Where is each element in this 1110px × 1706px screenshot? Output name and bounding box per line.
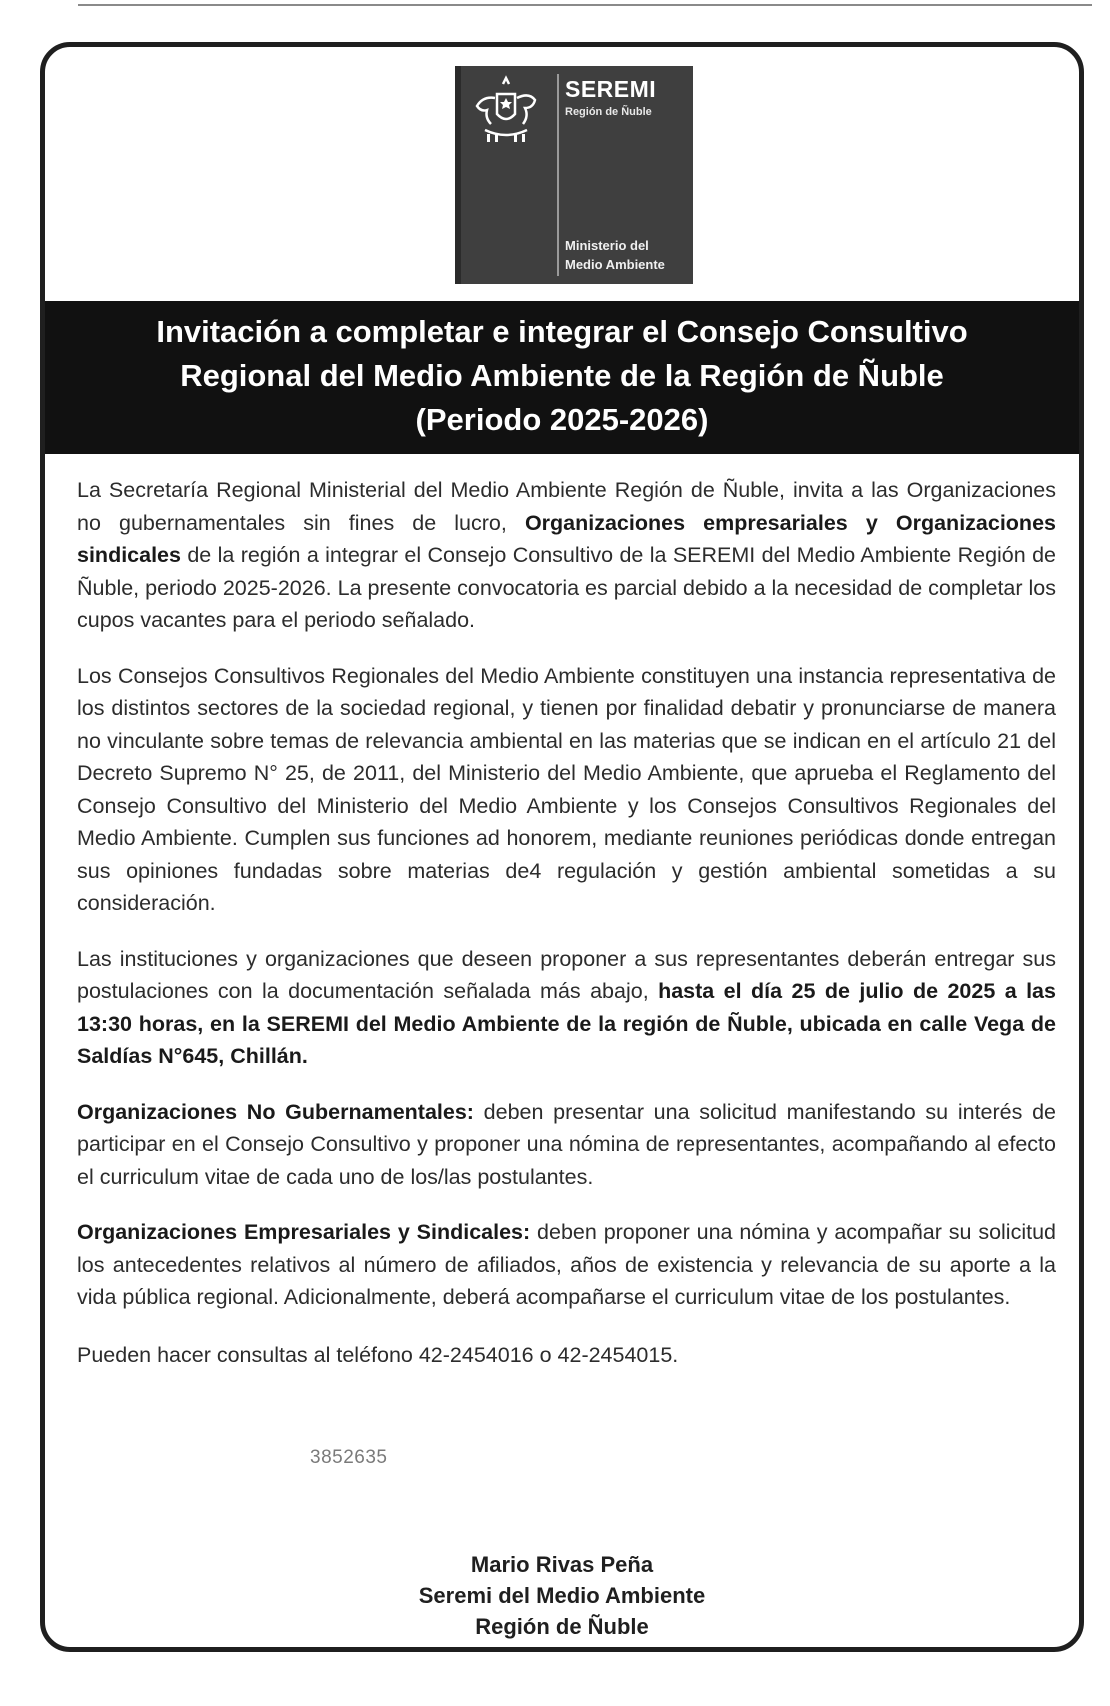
signature-block	[45, 1549, 1079, 1642]
signer-region: Región de Ñuble	[475, 1614, 649, 1639]
invitation-text-a: La Secretaría Regional Ministerial del Medio Ambiente Región de Ñuble, invita a las Organizaciones no gubernamentales sin fines de lucro,	[77, 478, 1056, 535]
logo-divider	[557, 74, 559, 276]
paragraph-ngo	[77, 1096, 1056, 1194]
paragraph-business-unions	[77, 1216, 1056, 1314]
business-label: Organizaciones Empresariales y Sindicales:	[77, 1220, 531, 1244]
logo-flag-bar	[455, 66, 461, 284]
invitation-text-c: de la región a integrar el Consejo Consultivo de la SEREMI del Medio Ambiente Región de Ñuble, periodo 2025-2026. La presente convocatoria es parcial debido a la necesidad de completar los cupos vacantes para el periodo señalado.	[77, 543, 1056, 632]
title-line-1: Invitación a completar e integrar el Consejo Consultivo	[156, 314, 968, 349]
title-line-3: (Periodo 2025-2026)	[415, 402, 709, 437]
title-line-2: Regional del Medio Ambiente de la Región de Ñuble	[180, 358, 944, 393]
paragraph-councils: Los Consejos Consultivos Regionales del Medio Ambiente constituyen una instancia representativa de los distintos sectores de la sociedad regional, y tienen por finalidad debatir y pronunciarse de manera no vinculante sobre temas de relevancia ambiental en las materias que se indican en el artículo 21 del Decreto Supremo N° 25, de 2011, del Ministerio del Medio Ambiente, que aprueba el Reglamento del Consejo Consultivo del Ministerio del Medio Ambiente y los Consejos Consultivos Regionales del Medio Ambiente. Cumplen sus funciones ad honorem, mediante reuniones periódicas donde entregan sus opiniones fundadas sobre materias de4 regulación y gestión ambiental sometidas a su consideración.	[77, 663, 1056, 915]
ngo-label: Organizaciones No Gubernamentales:	[77, 1099, 474, 1124]
invitation-text-bold: Organizaciones empresariales y Organizaciones sindicales	[77, 510, 1056, 567]
business-text: deben proponer una nómina y acompañar su solicitud los antecedentes relativos al número de afiliados, años de existencia y relevancia de su aporte a la vida pública regional. Adicionalmente, deberá acompañarse el curriculum vitae de los postulantes.	[77, 1220, 1056, 1309]
title-banner	[45, 301, 1079, 454]
signer-name: Mario Rivas Peña	[470, 1552, 654, 1577]
ngo-text: deben presentar una solicitud manifestando su interés de participar en el Consejo Consultivo y proponer una nómina de representantes, acompañando al efecto el curriculum vitae de cada uno de los/las postulantes.	[77, 1099, 1056, 1189]
paragraph-contact: Pueden hacer consultas al teléfono 42-2454016 o 42-2454015.	[77, 1342, 679, 1367]
notice-body	[77, 474, 1056, 1394]
paragraph-deadline	[77, 943, 1056, 1073]
ad-number-stamp: 3852635	[310, 1447, 388, 1468]
seremi-logo	[455, 66, 693, 284]
logo-region-text: Región de Ñuble	[565, 106, 652, 118]
logo-seremi-text: SEREMI	[565, 76, 657, 102]
signer-role: Seremi del Medio Ambiente	[418, 1583, 706, 1608]
paragraph-invitation	[77, 474, 1056, 637]
deadline-text: Las instituciones y organizaciones que deseen proponer a sus representantes deberán entregar sus postulaciones con la documentación señalada más abajo,	[77, 946, 1056, 1003]
top-divider	[78, 4, 1092, 6]
logo-ministry-text: Ministerio del Medio Ambiente	[565, 238, 665, 272]
notice-frame	[40, 42, 1084, 1652]
deadline-bold: hasta el día 25 de julio de 2025 a las 13:30 horas, en la SEREMI del Medio Ambiente de la región de Ñuble, ubicada en calle Vega de Saldías N°645, Chillán.	[77, 979, 1056, 1068]
coat-of-arms-icon	[467, 74, 545, 148]
